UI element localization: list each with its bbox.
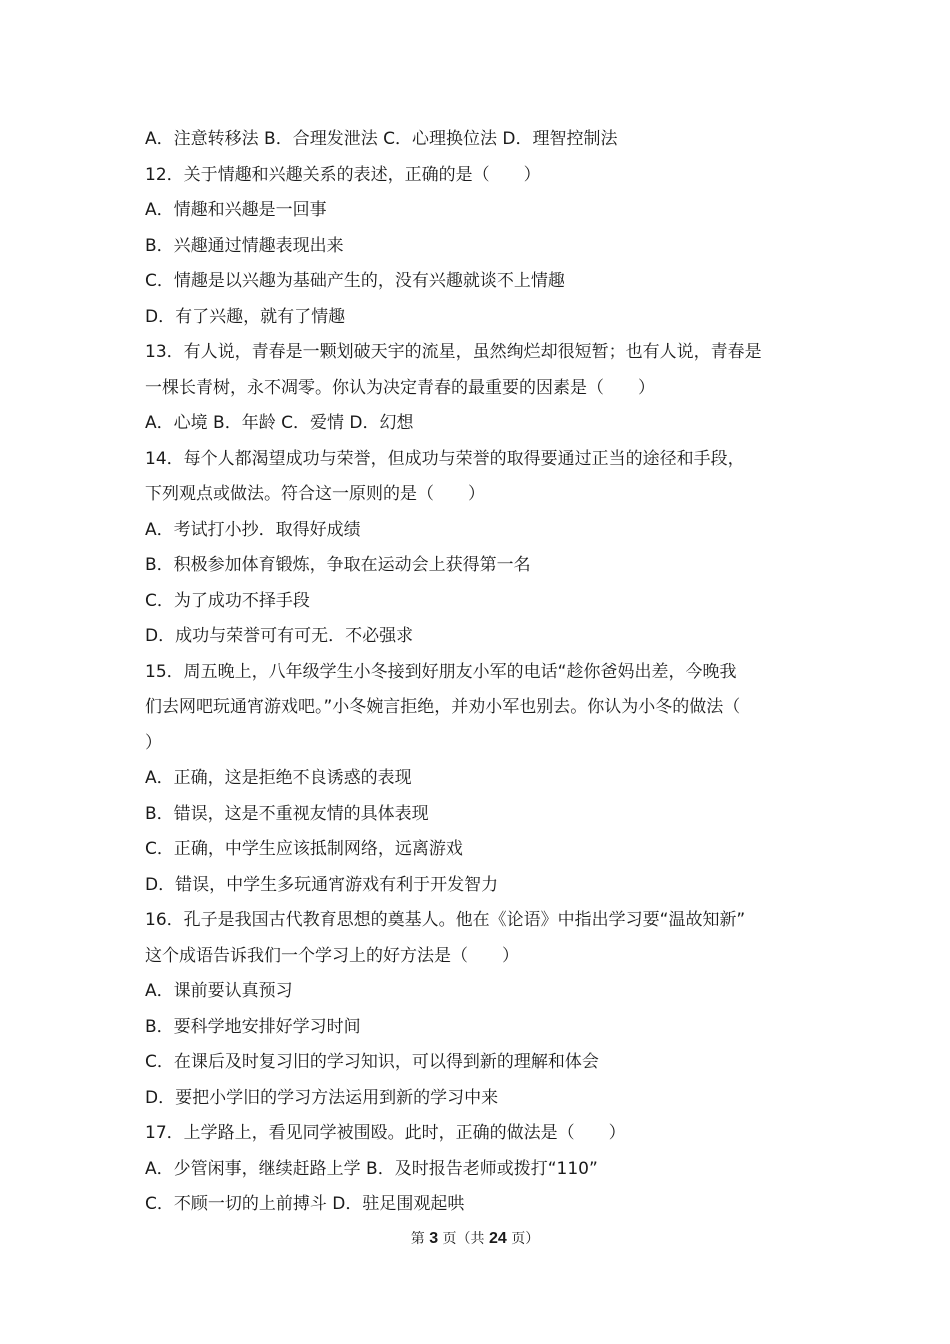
question-content	[145, 122, 815, 1223]
total-pages-number: 24	[489, 1230, 507, 1247]
text-line: A．注意转移法 B．合理发泄法 C．心理换位法 D．理智控制法	[145, 129, 618, 149]
text-line: B．错误，这是不重视友情的具体表现	[145, 803, 429, 824]
text-line: D．有了兴趣，就有了情趣	[145, 306, 346, 327]
text-line: A．情趣和兴趣是一回事	[145, 200, 327, 220]
text-line: D．要把小学旧的学习方法运用到新的学习中来	[145, 1087, 499, 1108]
footer-middle: 页（共	[442, 1231, 485, 1247]
text-line: C．在课后及时复习旧的学习知识，可以得到新的理解和体会	[145, 1052, 599, 1072]
text-line: A．心境 B．年龄 C．爱情 D．幻想	[145, 413, 414, 433]
text-line: C．为了成功不择手段	[145, 590, 310, 611]
text-line: 13．有人说，青春是一颗划破天宇的流星，虽然绚烂却很短暂；也有人说，青春是	[145, 342, 762, 362]
text-line: C．正确，中学生应该抵制网络，远离游戏	[145, 839, 463, 859]
page-footer	[0, 1228, 950, 1248]
text-line: B．要科学地安排好学习时间	[145, 1016, 361, 1037]
footer-prefix: 第	[410, 1231, 425, 1247]
text-line: A．少管闲事，继续赶路上学 B．及时报告老师或拨打“110”	[145, 1158, 598, 1179]
text-line: D．成功与荣誉可有可无．不必强求	[145, 626, 414, 646]
text-line: C．不顾一切的上前搏斗 D．驻足围观起哄	[145, 1194, 465, 1214]
text-line: C．情趣是以兴趣为基础产生的，没有兴趣就谈不上情趣	[145, 271, 565, 291]
text-line: D．错误，中学生多玩通宵游戏有利于开发智力	[145, 874, 499, 895]
text-line: ）	[145, 732, 162, 753]
text-line: B．积极参加体育锻炼，争取在运动会上获得第一名	[145, 555, 531, 575]
text-line: B．兴趣通过情趣表现出来	[145, 235, 344, 256]
text-line: 15．周五晚上，八年级学生小冬接到好朋友小军的电话“趁你爸妈出差，今晚我	[145, 661, 737, 682]
footer-suffix: 页）	[511, 1231, 540, 1247]
text-line: A．课前要认真预习	[145, 981, 293, 1001]
current-page-number: 3	[429, 1230, 439, 1247]
text-line: 下列观点或做法。符合这一原则的是（ ）	[145, 484, 485, 504]
text-line: 16．孔子是我国古代教育思想的奠基人。他在《论语》中指出学习要“温故知新”	[145, 910, 746, 930]
text-line: 们去网吧玩通宵游戏吧。”小冬婉言拒绝，并劝小军也别去。你认为小冬的做法（	[145, 697, 741, 717]
text-line: 17．上学路上，看见同学被围殴。此时，正确的做法是（ ）	[145, 1123, 626, 1143]
text-line: 这个成语告诉我们一个学习上的好方法是（ ）	[145, 945, 519, 966]
text-line: A．正确，这是拒绝不良诱惑的表现	[145, 768, 412, 788]
text-line: 12．关于情趣和兴趣关系的表述，正确的是（ ）	[145, 164, 541, 185]
text-line: 14．每个人都渴望成功与荣誉，但成功与荣誉的取得要通过正当的途径和手段，	[145, 448, 745, 469]
text-line: A．考试打小抄．取得好成绩	[145, 519, 361, 540]
text-line: 一棵长青树，永不凋零。你认为决定青春的最重要的因素是（ ）	[145, 377, 655, 398]
